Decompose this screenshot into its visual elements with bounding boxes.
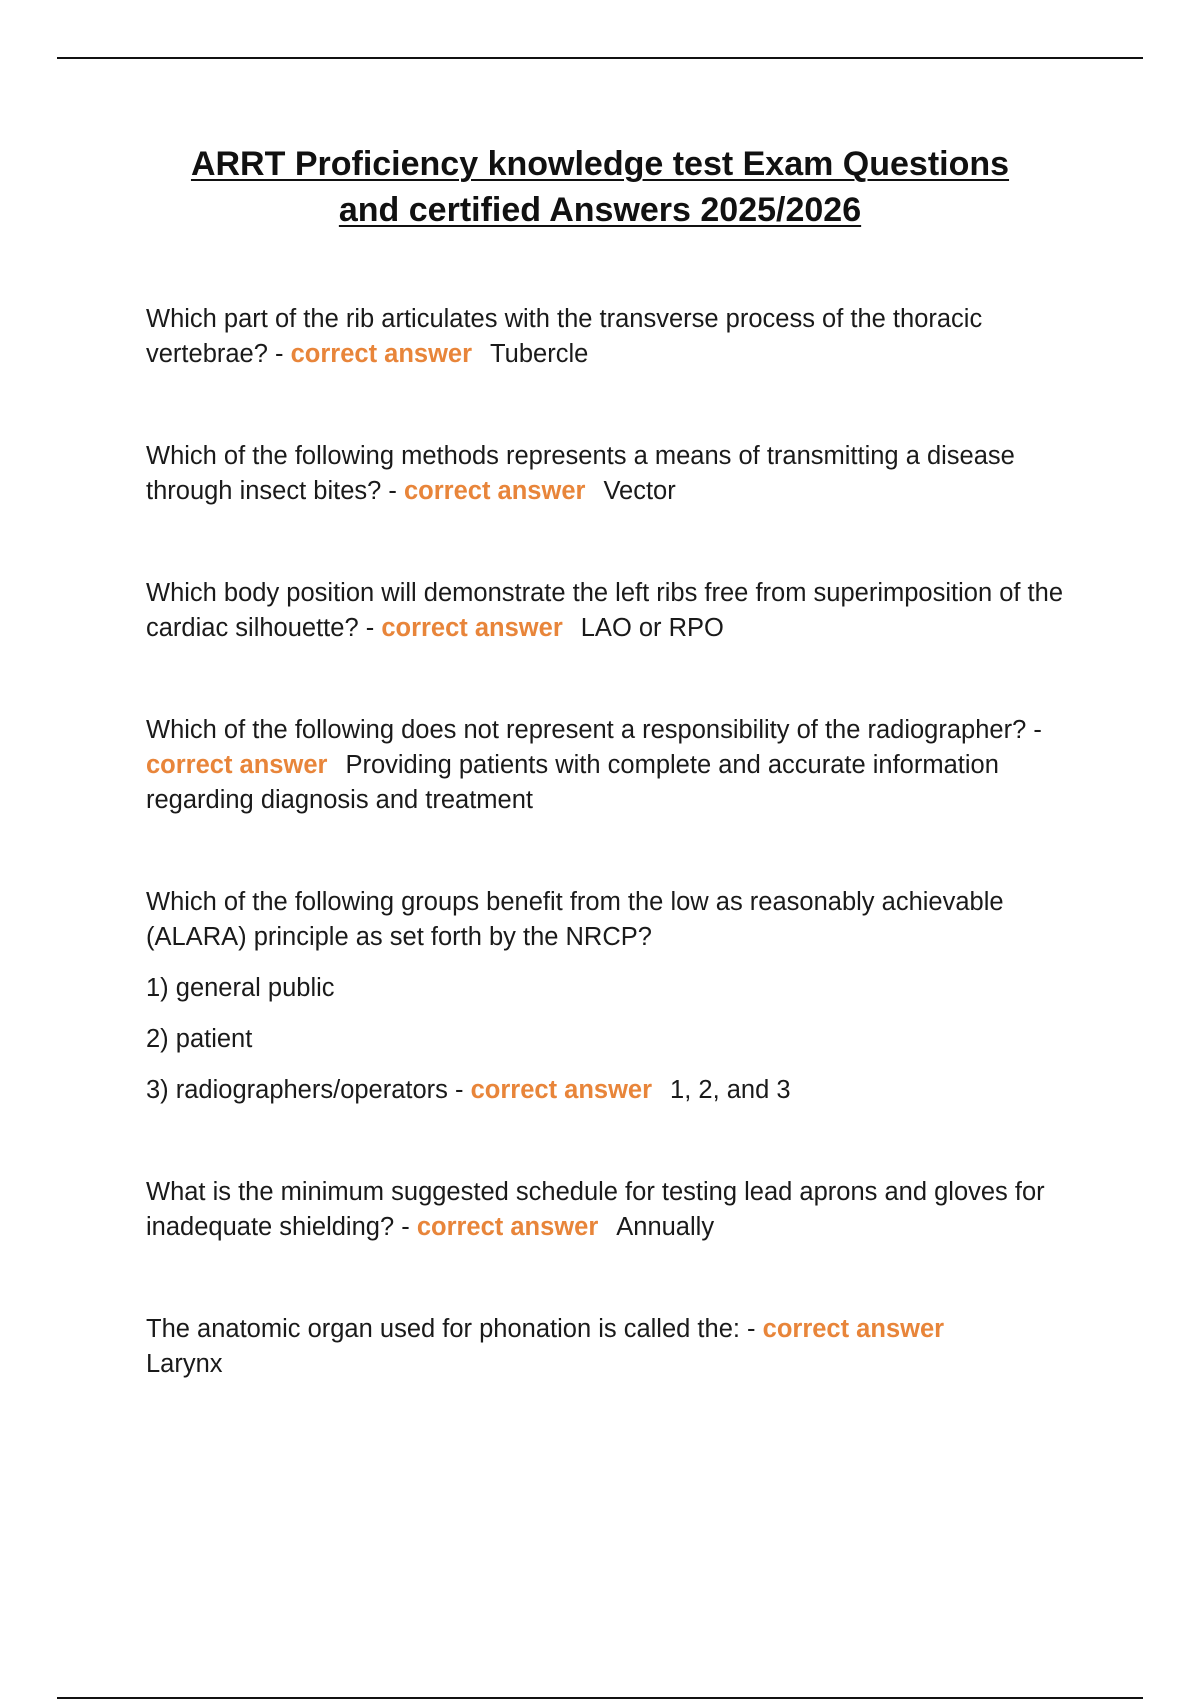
- separator: -: [394, 1213, 417, 1241]
- answer-text: LAO or RPO: [580, 614, 724, 642]
- qa-item-6: [146, 1175, 1106, 1245]
- answer-text: Annually: [616, 1213, 715, 1241]
- qa-text: [146, 576, 1106, 646]
- answer-text: 1, 2, and 3: [670, 1076, 791, 1104]
- separator: -: [358, 614, 382, 642]
- correct-answer-label: correct answer: [381, 614, 563, 642]
- qa-item-5: [146, 885, 1106, 1108]
- correct-answer-label: correct answer: [290, 340, 473, 368]
- question-text: Which body position will demonstrate the left ribs free from superimposition of the cardiac silhouette?: [146, 579, 1064, 642]
- correct-answer-label: correct answer: [470, 1076, 653, 1104]
- correct-answer-label: correct answer: [404, 477, 586, 505]
- qa-item-1: [146, 302, 1106, 372]
- qa-item-3: [146, 576, 1106, 646]
- correct-answer-label: correct answer: [762, 1315, 945, 1343]
- qa-item-2: [146, 439, 1106, 509]
- question-text: The anatomic organ used for phonation is called the:: [146, 1315, 740, 1343]
- qa-item-4: [146, 713, 1106, 818]
- answer-text: Providing patients with complete and accurate information regarding diagnosis and treatment: [146, 751, 999, 814]
- qa-text: [146, 1073, 1106, 1108]
- qa-text: [146, 1175, 1106, 1245]
- correct-answer-label: correct answer: [146, 751, 328, 779]
- correct-answer-label: correct answer: [416, 1213, 599, 1241]
- bottom-rule: [57, 1697, 1143, 1699]
- option-3: 3) radiographers/operators: [146, 1076, 448, 1104]
- answer-text: Tubercle: [490, 340, 589, 368]
- qa-text: [146, 302, 1106, 372]
- answer-text: Larynx: [146, 1350, 223, 1378]
- option-1: 1) general public: [146, 974, 335, 1002]
- option-2: 2) patient: [146, 1025, 253, 1053]
- qa-text: [146, 439, 1106, 509]
- question-text: Which of the following groups benefit from the low as reasonably achievable (ALARA) principle as set forth by the NRCP?: [146, 888, 1004, 951]
- question-text: Which of the following does not represent a responsibility of the radiographer?: [146, 716, 1027, 744]
- qa-list: [146, 302, 1106, 1382]
- title-line-1: ARRT Proficiency knowledge test Exam Questions: [190, 145, 1010, 183]
- answer-text: Vector: [603, 477, 676, 505]
- top-rule: [57, 57, 1143, 59]
- qa-text: [146, 713, 1106, 818]
- question-text: What is the minimum suggested schedule for testing lead aprons and gloves for inadequate shielding?: [146, 1178, 1045, 1241]
- question-text: Which of the following methods represents a means of transmitting a disease through insect bites?: [146, 442, 1015, 505]
- qa-text: [146, 1312, 1106, 1382]
- separator: -: [447, 1076, 471, 1104]
- document-title: [120, 141, 1080, 233]
- separator: -: [1026, 716, 1042, 744]
- separator: -: [739, 1315, 763, 1343]
- title-line-2: and certified Answers 2025/2026: [338, 191, 862, 229]
- question-text: Which part of the rib articulates with the transverse process of the thoracic vertebrae?: [146, 305, 983, 368]
- separator: -: [267, 340, 291, 368]
- qa-item-7: [146, 1312, 1106, 1382]
- separator: -: [381, 477, 404, 505]
